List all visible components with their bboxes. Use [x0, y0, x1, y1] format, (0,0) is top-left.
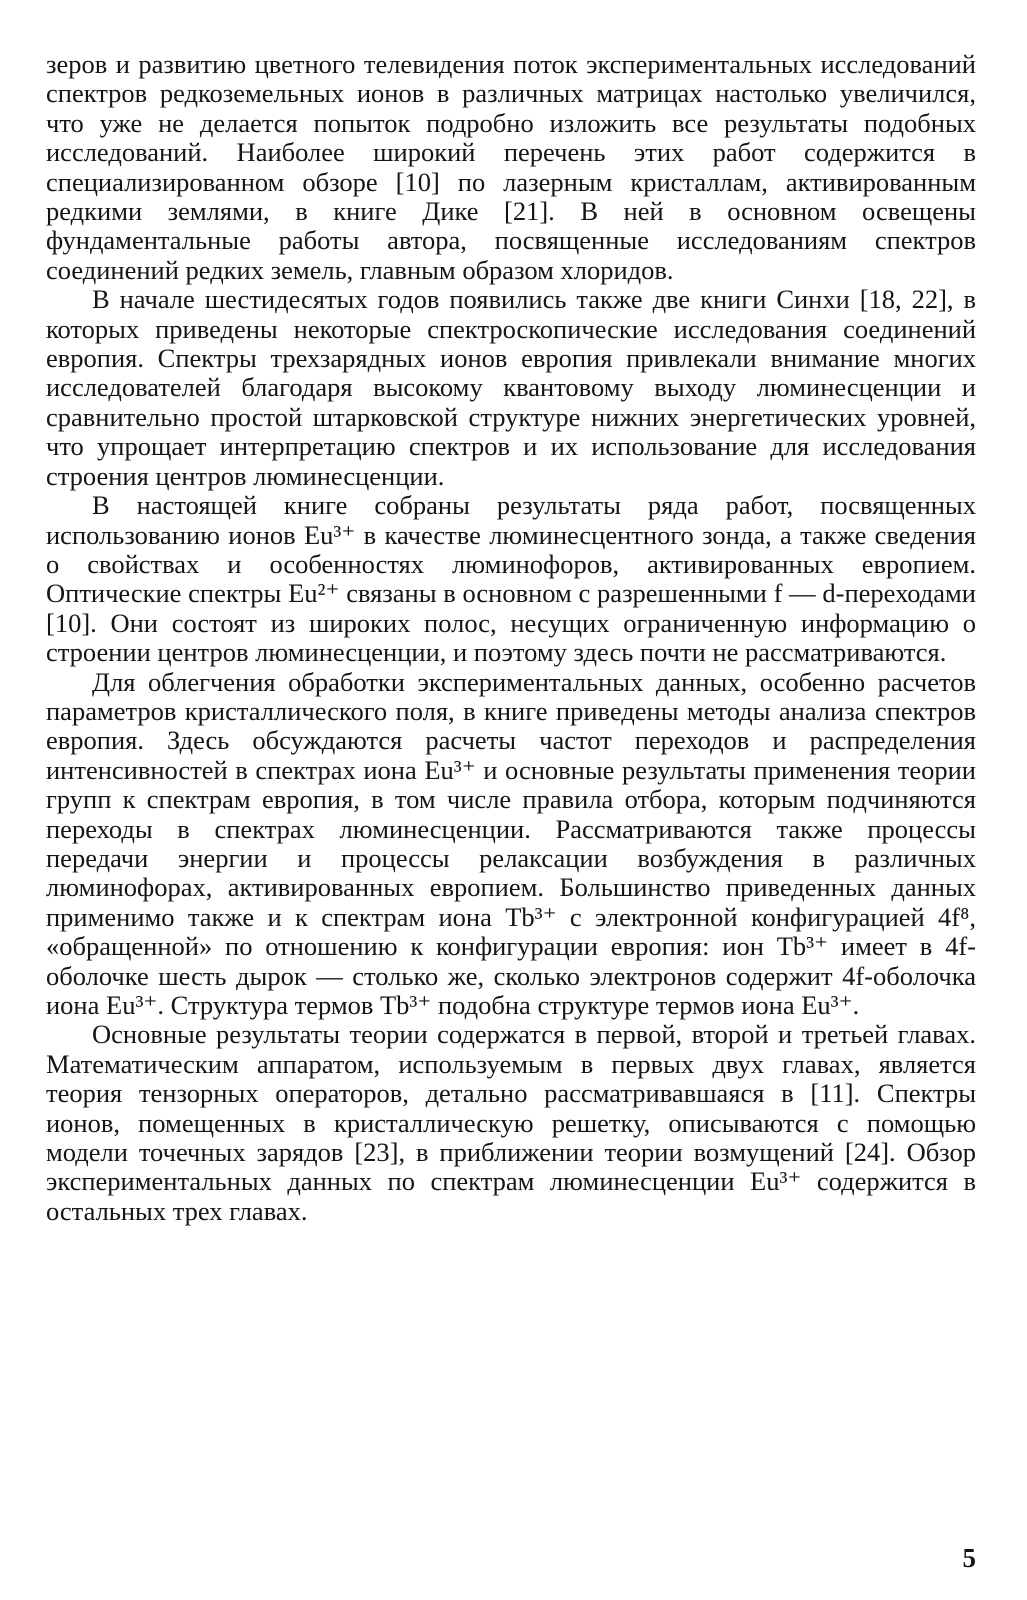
paragraph: Для облегчения обработки экспериментальных данных, особенно расчетов параметров кристаллического поля, в книге приведены методы анализа спектров европия. Здесь обсуждаются расчеты частот переходов и распределения интенсивностей в спектрах иона Eu³⁺ и основные результаты применения теории групп к спектрам европия, в том числе правила отбора, которым подчиняются переходы в спектрах люминесценции. Рассматриваются также процессы передачи энергии и процессы релаксации возбуждения в различных люминофорах, активированных европием. Большинство приведенных данных применимо также и к спектрам иона Tb³⁺ с электронной конфигурацией 4f⁸, «обращенной» по отношению к конфигурации европия: ион Tb³⁺ имеет в 4f-оболочке шесть дырок — столько же, сколько электронов содержит 4f-оболочка иона Eu³⁺. Структура термов Tb³⁺ подобна структуре термов иона Eu³⁺.: [46, 666, 976, 1020]
paragraph: В начале шестидесятых годов появились также две книги Синхи [18, 22], в которых приведены некоторые спектроскопические исследования соединений европия. Спектры трехзарядных ионов европия привлекали внимание многих исследователей благодаря высокому квантовому выходу люминесценции и сравнительно простой штарковской структуре нижних энергетических уровней, что упрощает интерпретацию спектров и их использование для исследования строения центров люминесценции.: [46, 284, 976, 491]
paragraph: В настоящей книге собраны результаты ряда работ, посвященных использованию ионов Eu³⁺ в качестве люминесцентного зонда, а также сведения о свойствах и особенностях люминофоров, активированных европием. Оптические спектры Eu²⁺ связаны в основном с разрешенными f — d-переходами [10]. Они состоят из широких полос, несущих ограниченную информацию о строении центров люминесценции, и поэтому здесь почти не рассматриваются.: [46, 490, 976, 668]
paragraph: Основные результаты теории содержатся в первой, второй и третьей главах. Математическим аппаратом, используемым в первых двух главах, является теория тензорных операторов, детально рассматривавшаяся в [11]. Спектры ионов, помещенных в кристаллическую решетку, описываются с помощью модели точечных зарядов [23], в приближении теории возмущений [24]. Обзор экспериментальных данных по спектрам люминесценции Eu³⁺ содержится в остальных трех главах.: [46, 1019, 976, 1226]
page-number: 5: [962, 1543, 976, 1573]
paragraph: зеров и развитию цветного телевидения поток экспериментальных исследований спектров редкоземельных ионов в различных матрицах настолько увеличился, что уже не делается попыток подробно изложить все результаты подобных исследований. Наиболее широкий перечень этих работ содержится в специализированном обзоре [10] по лазерным кристаллам, активированным редкими землями, в книге Дике [21]. В ней в основном освещены фундаментальные работы автора, посвященные исследованиям спектров соединений редких земель, главным образом хлоридов.: [46, 49, 976, 285]
page-body: [46, 50, 976, 1226]
